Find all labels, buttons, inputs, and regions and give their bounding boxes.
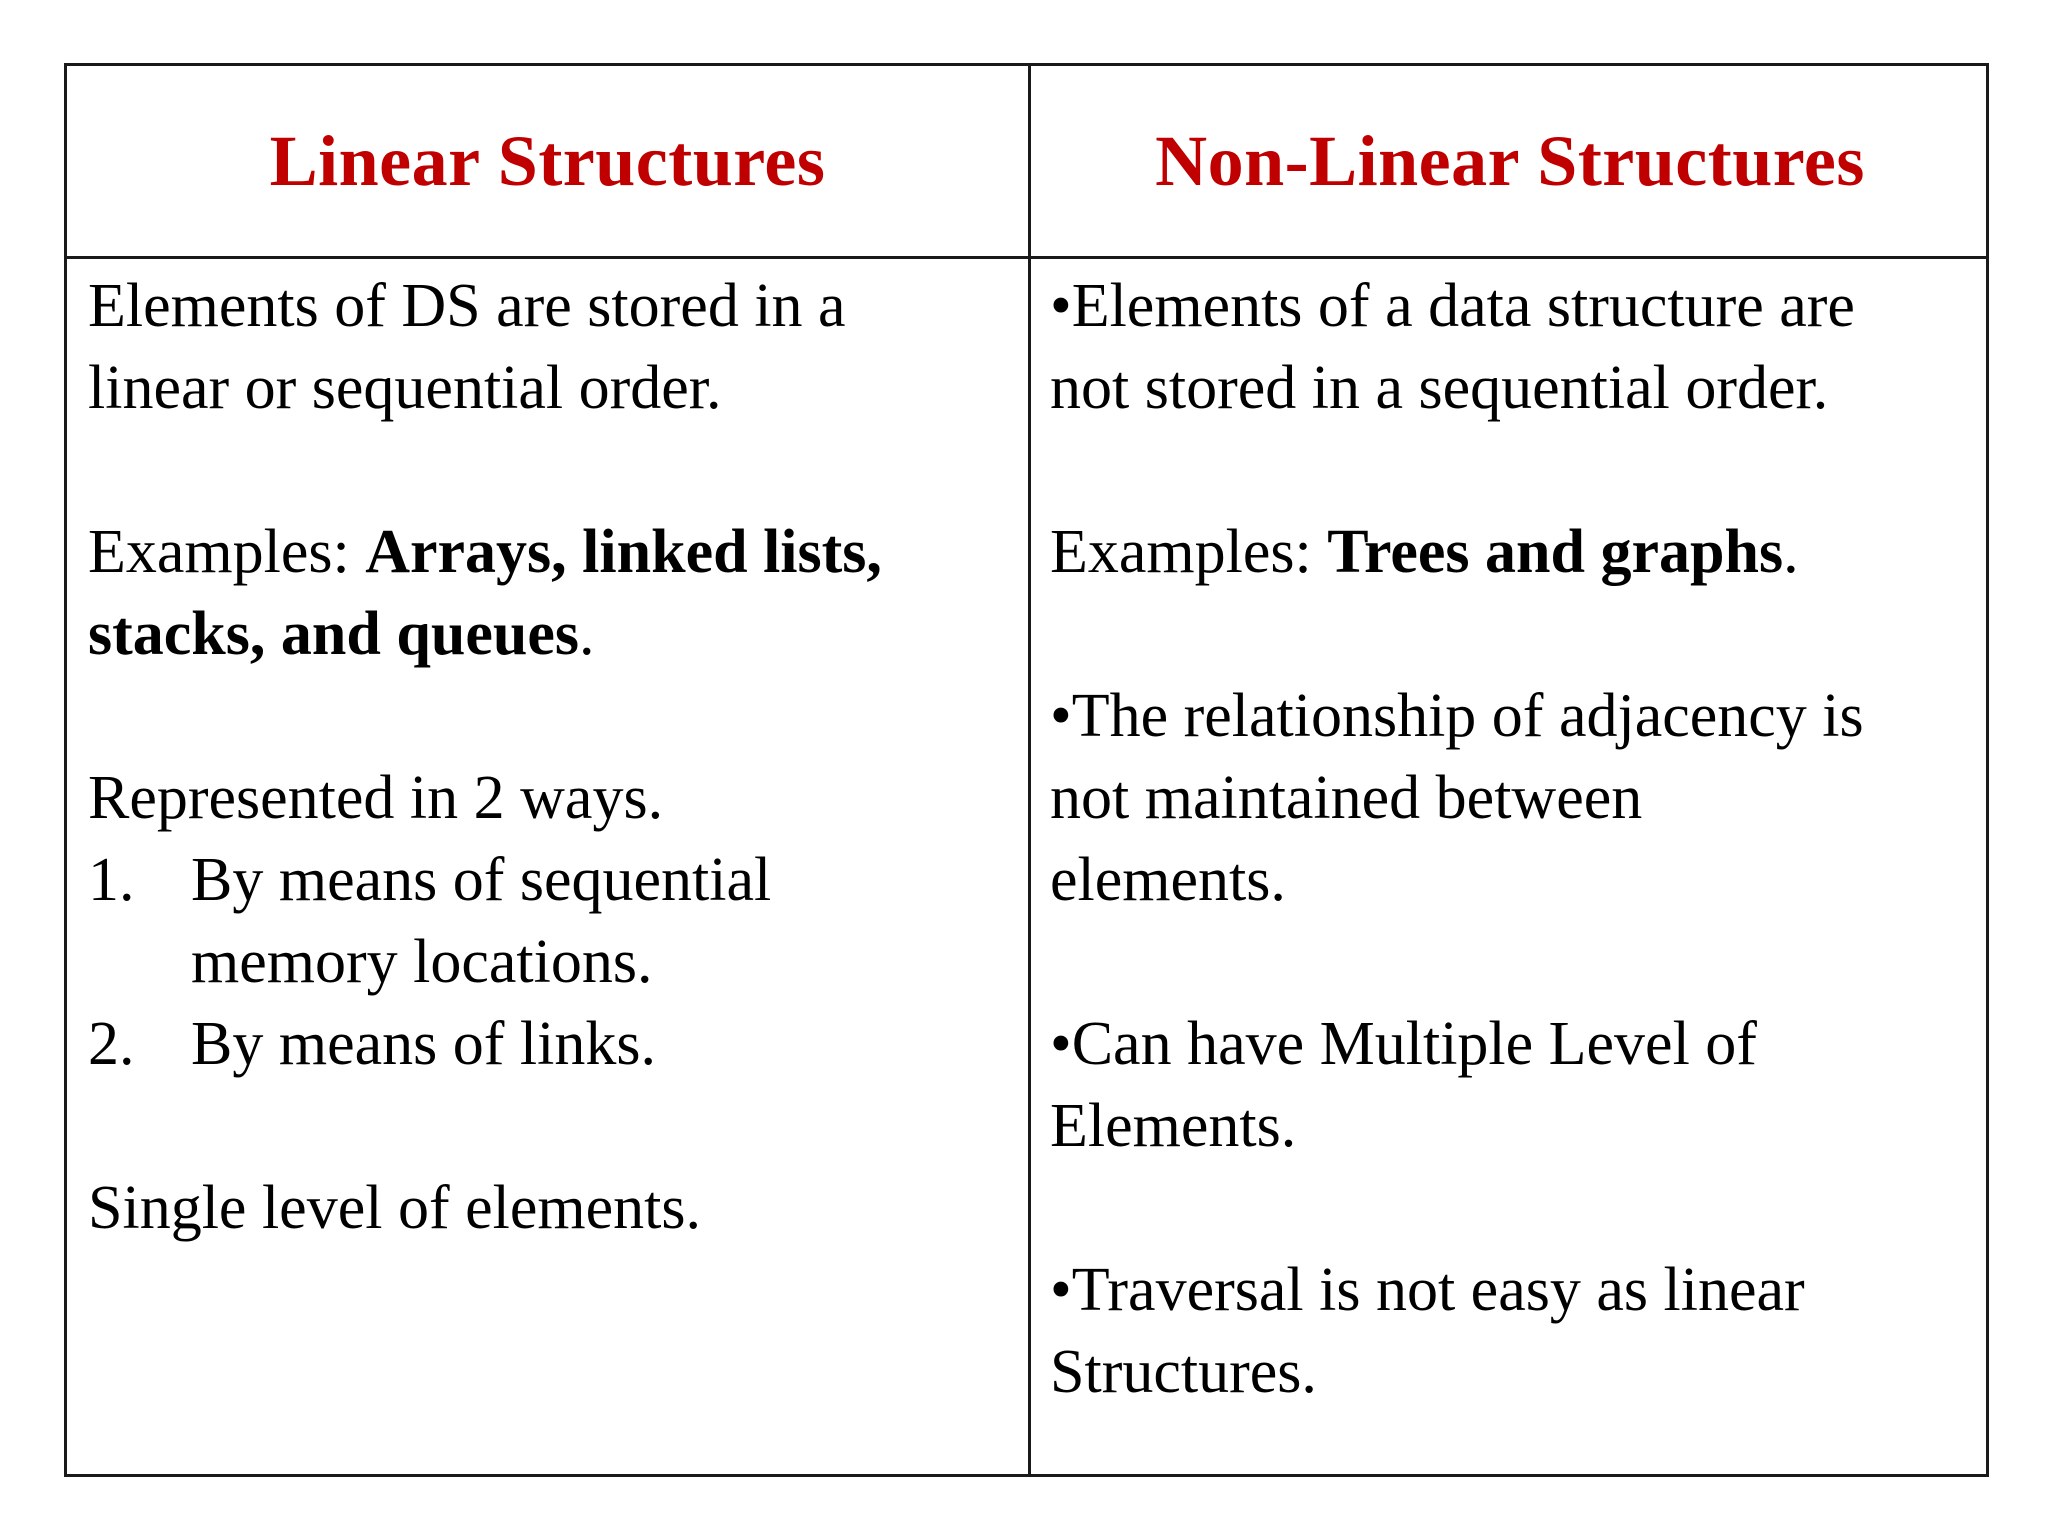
- nonlinear-traversal-line-2: Structures.: [1050, 1338, 1317, 1406]
- nonlinear-examples-suffix: .: [1783, 518, 1799, 586]
- nonlinear-examples: [1050, 511, 1980, 593]
- non-linear-structures-heading: Non-Linear Structures: [1155, 120, 1865, 201]
- comparison-table: [64, 63, 1989, 1477]
- linear-represented-item-2: [88, 1003, 1018, 1085]
- linear-examples-bold-2: stacks, and queues: [88, 600, 579, 668]
- list-number: 1.: [88, 846, 135, 914]
- linear-structures-cell: [88, 259, 1018, 1249]
- non-linear-structures-cell: [1050, 259, 1980, 1413]
- nonlinear-examples-bold: Trees and graphs: [1327, 518, 1784, 586]
- nonlinear-levels-line-2: Elements.: [1050, 1092, 1297, 1160]
- list-item-text: By means of links.: [191, 1010, 656, 1078]
- nonlinear-examples-prefix: Examples:: [1050, 518, 1328, 586]
- nonlinear-definition-line-1: •Elements of a data structure are: [1050, 272, 1855, 340]
- linear-represented-intro: Represented in 2 ways.: [88, 764, 664, 832]
- list-item-text: By means of sequential: [191, 846, 772, 914]
- nonlinear-adjacency-line-3: elements.: [1050, 846, 1286, 914]
- linear-definition-line-1: Elements of DS are stored in a: [88, 272, 846, 340]
- nonlinear-traversal-line-1: •Traversal is not easy as linear: [1050, 1256, 1805, 1324]
- linear-examples-line-1: [88, 511, 1018, 593]
- linear-definition-line-2: linear or sequential order.: [88, 354, 722, 422]
- linear-represented-item-1-cont: memory locations.: [191, 928, 653, 996]
- list-number: 2.: [88, 1010, 135, 1078]
- linear-examples-suffix: .: [578, 600, 595, 668]
- linear-levels: Single level of elements.: [88, 1174, 701, 1242]
- linear-examples-prefix: Examples:: [88, 518, 366, 586]
- nonlinear-adjacency-line-1: •The relationship of adjacency is: [1050, 682, 1864, 750]
- column-divider: [1028, 66, 1031, 1474]
- linear-examples-line-2: [88, 593, 1018, 675]
- linear-structures-heading: Linear Structures: [269, 120, 826, 201]
- nonlinear-levels-line-1: •Can have Multiple Level of: [1050, 1010, 1757, 1078]
- nonlinear-adjacency-line-2: not maintained between: [1050, 764, 1643, 832]
- linear-examples-bold-1: Arrays, linked lists,: [365, 518, 882, 586]
- nonlinear-definition-line-2: not stored in a sequential order.: [1050, 354, 1829, 422]
- linear-represented-item-1: [88, 839, 1018, 921]
